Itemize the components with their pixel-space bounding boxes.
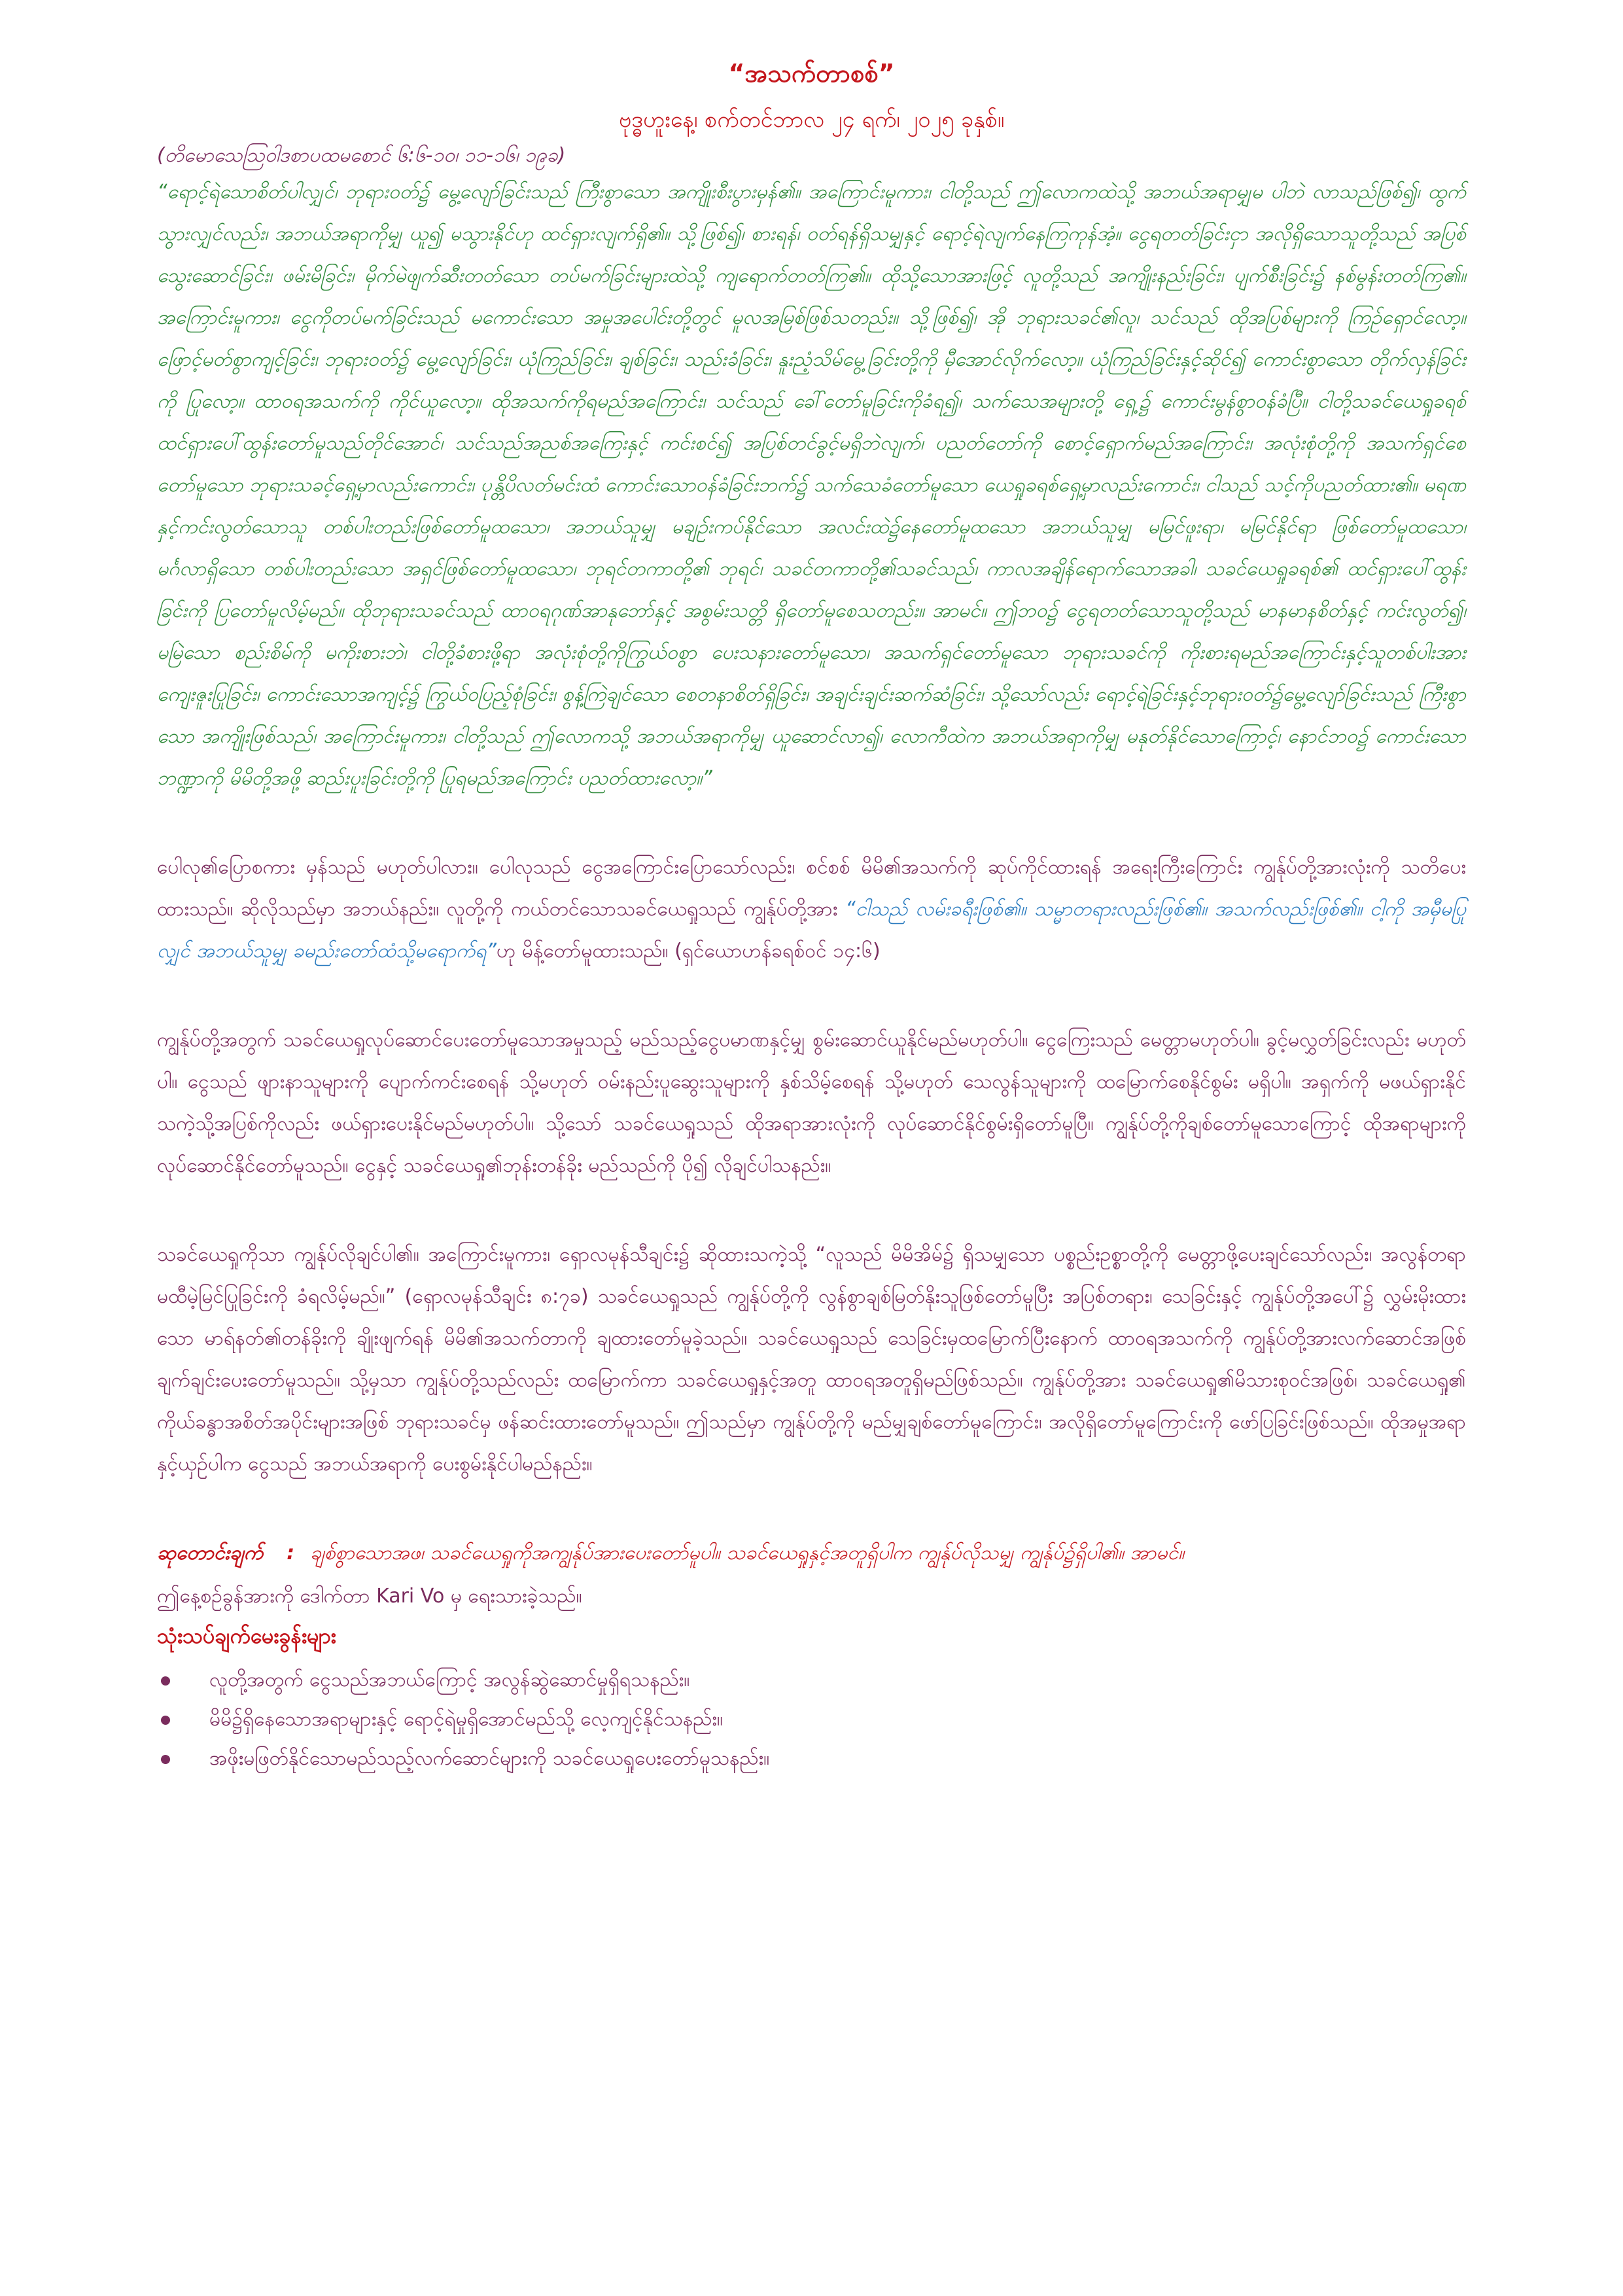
- prayer-text: ချစ်စွာသောအဖ၊ သခင်ယေရှုကိုအကျွန်ုပ်အားပေးတော်မူပါ။ သခင်ယေရှုနှင့်အတူရှိပါက ကျွန်ုပ်လိုသမျှ ကျွန်ုပ်၌ရှိပါ၏။ အာမင်။: [310, 1542, 1185, 1564]
- question-text: လူတို့အတွက် ငွေသည်အဘယ်ကြောင့် အလွန်ဆွဲဆောင်မှုရှိရသနည်း။: [209, 1669, 690, 1691]
- question-item: [157, 1700, 1466, 1739]
- body-paragraph-3: သခင်ယေရှုကိုသာ ကျွန်ုပ်လိုချင်ပါ၏။ အကြောင်းမူကား၊ ရှောလမုန်သီချင်း၌ ဆိုထားသကဲ့သို့ “လူသည် မိမိအိမ်၌ ရှိသမျှသော ပစ္စည်းဥစ္စာတို့ကို မေတ္တာဖို့ပေးချင်သော်လည်း၊ အလွန်တရာမထီမဲ့မြင်ပြုခြင်းကို ခံရလိမ့်မည်။” (ရှောလမုန်သီချင်း ၈:၇ခ) သခင်ယေရှုသည် ကျွန်ုပ်တို့ကို လွန်စွာချစ်မြတ်နိုးသူဖြစ်တော်မူပြီး အပြစ်တရား၊ သေခြင်းနှင့် ကျွန်ုပ်တို့အပေါ်၌ လွှမ်းမိုးထားသော မာရ်နတ်၏တန်ခိုးကို ချိုးဖျက်ရန် မိမိ၏အသက်တာကို ချထားတော်မူခဲ့သည်။ သခင်ယေရှုသည် သေခြင်းမှထမြောက်ပြီးနောက် ထာဝရအသက်ကို ကျွန်ုပ်တို့အားလက်ဆောင်အဖြစ် ချက်ချင်းပေးတော်မူသည်။ သို့မှသာ ကျွန်ုပ်တို့သည်လည်း ထမြောက်ကာ သခင်ယေရှုနှင့်အတူ ထာဝရအတူရှိမည်ဖြစ်သည်။ ကျွန်ုပ်တို့အား သခင်ယေရှု၏မိသားစုဝင်အဖြစ်၊ သခင်ယေရှု၏ ကိုယ်ခန္ဓာအစိတ်အပိုင်းများအဖြစ် ဘုရားသခင်မှ ဖန်ဆင်းထားတော်မူသည်။ ဤသည်မှာ ကျွန်ုပ်တို့ကို မည်မျှချစ်တော်မူကြောင်း၊ အလိုရှိတော်မူကြောင်းကို ဖော်ပြခြင်းဖြစ်သည်။ ထိုအမှုအရာနှင့်ယှဉ်ပါက ငွေသည် အဘယ်အရာကို ပေးစွမ်းနိုင်ပါမည်နည်း။: [157, 1243, 1466, 1475]
- paragraph-1-citation: ဟု မိန့်တော်မူထားသည်။ (ရှင်ယောဟန်ခရစ်ဝင် ၁၄:၆): [496, 940, 881, 963]
- bullet-icon: [161, 1716, 170, 1725]
- prayer-colon: :: [287, 1542, 295, 1564]
- question-text: အဖိုးမဖြတ်နိုင်သောမည်သည့်လက်ဆောင်များကို သခင်ယေရှုပေးတော်မူသနည်း။: [209, 1747, 770, 1770]
- body-paragraph-2: ကျွန်ုပ်တို့အတွက် သခင်ယေရှုလုပ်ဆောင်ပေးတော်မူသောအမှုသည့် မည်သည့်ငွေပမာဏနှင့်မျှ စွမ်းဆောင်ယူနိုင်မည်မဟုတ်ပါ။ ငွေကြေးသည် မေတ္တာမဟုတ်ပါ။ ခွင့်မလွှတ်ခြင်းလည်း မဟုတ်ပါ။ ငွေသည် ဖျားနာသူများကို ပျောက်ကင်းစေရန် သို့မဟုတ် ဝမ်းနည်းပူဆွေးသူများကို နှစ်သိမ့်စေရန် သို့မဟုတ် သေလွန်သူများကို ထမြောက်စေနိုင်စွမ်း မရှိပါ။ အရှက်ကို မဖယ်ရှားနိုင်သကဲ့သို့အပြစ်ကိုလည်း ဖယ်ရှားပေးနိုင်မည်မဟုတ်ပါ။ သို့သော် သခင်ယေရှုသည် ထိုအရာအားလုံးကို လုပ်ဆောင်နိုင်စွမ်းရှိတော်မူပြီ။ ကျွန်ုပ်တို့ကိုချစ်တော်မူသောကြောင့် ထိုအရာများကို လုပ်ဆောင်နိုင်တော်မူသည်။ ငွေနှင့် သခင်ယေရှု၏ဘုန်းတန်ခိုး မည်သည်ကို ပို၍ လိုချင်ပါသနည်း။: [157, 1029, 1466, 1177]
- bullet-icon: [161, 1755, 170, 1764]
- scripture-reference: (တိမောသေဩဝါဒစာပထမစောင် ၆:၆-၁၀၊ ၁၁-၁၆၊ ၁၉ခ): [157, 144, 566, 167]
- paragraph-1-text: ပေါလု၏ပြောစကား မှန်သည် မဟုတ်ပါလား။ ပေါလုသည် ငွေအကြောင်းပြောသော်လည်း၊ စင်စစ် မိမိ၏အသက်ကို ဆုပ်ကိုင်ထားရန် အရေးကြီးကြောင်း ကျွန်ုပ်တို့အားလုံးကို သတိပေးထားသည်။ ဆိုလိုသည်မှာ အဘယ်နည်း။ လူတို့ကို ကယ်တင်သောသခင်ယေရှုသည် ကျွန်ုပ်တို့အား: [157, 856, 1466, 921]
- reflection-questions-heading: သုံးသပ်ချက်မေးခွန်းများ: [157, 1623, 336, 1648]
- bullet-icon: [161, 1676, 170, 1686]
- scripture-quote: “ရောင့်ရဲသောစိတ်ပါလျှင်၊ ဘုရားဝတ်၌ မွေ့လျော်ခြင်းသည် ကြီးစွာသော အကျိုးစီးပွားမှန်၏။ အကြောင်းမူကား၊ ငါတို့သည် ဤလောကထဲသို့ အဘယ်အရာမျှမ ပါဘဲ လာသည်ဖြစ်၍၊ ထွက်သွားလျှင်လည်း၊ အဘယ်အရာကိုမျှ ယူ၍ မသွားနိုင်ဟု ထင်ရှားလျက်ရှိ၏။ သို့ဖြစ်၍၊ စားရန်၊ ဝတ်ရန်ရှိသမျှနှင့် ရောင့်ရဲလျက်နေကြကုန်အံ့။ ငွေရတတ်ခြင်းငှာ အလိုရှိသောသူတို့သည် အပြစ်သွေးဆောင်ခြင်း၊ ဖမ်းမိခြင်း၊ မိုက်မဲဖျက်ဆီးတတ်သော တပ်မက်ခြင်းများထဲသို့ ကျရောက်တတ်ကြ၏။ ထိုသို့သောအားဖြင့် လူတို့သည် အကျိုးနည်းခြင်း၊ ပျက်စီးခြင်း၌ နစ်မွန်းတတ်ကြ၏။ အကြောင်းမူကား၊ ငွေကိုတပ်မက်ခြင်းသည် မကောင်းသော အမှုအပေါင်းတို့တွင် မူလအမြစ်ဖြစ်သတည်း။ သို့ဖြစ်၍၊ အို ဘုရားသခင်၏လူ၊ သင်သည် ထိုအပြစ်များကို ကြဉ်ရှောင်လော့။ ဖြောင့်မတ်စွာကျင့်ခြင်း၊ ဘုရားဝတ်၌ မွေ့လျော်ခြင်း၊ ယုံကြည်ခြင်း၊ ချစ်ခြင်း၊ သည်းခံခြင်း၊ နူးညံ့သိမ်မွေ့ခြင်းတို့ကို မှီအောင်လိုက်လော့။ ယုံကြည်ခြင်းနှင့်ဆိုင်၍ ကောင်းစွာသော တိုက်လှန်ခြင်းကို ပြုလော့။ ထာဝရအသက်ကို ကိုင်ယူလော့။ ထိုအသက်ကိုရမည်အကြောင်း၊ သင်သည် ခေါ်တော်မူခြင်းကိုခံရ၍၊ သက်သေအများတို့ ရှေ့၌ ကောင်းမွန်စွာဝန်ခံပြီ။ ငါတို့သခင်ယေရှုခရစ် ထင်ရှားပေါ်ထွန်းတော်မူသည်တိုင်အောင်၊ သင်သည်အညစ်အကြေးနှင့် ကင်းစင်၍ အပြစ်တင်ခွင့်မရှိဘဲလျက်၊ ပညတ်တော်ကို စောင့်ရှောက်မည်အကြောင်း၊ အလုံးစုံတို့ကို အသက်ရှင်စေတော်မူသော ဘုရားသခင့်ရှေ့မှာလည်းကောင်း၊ ပုန္တိပိလတ်မင်းထံ ကောင်းသောဝန်ခံခြင်းဘက်၌ သက်သေခံတော်မူသော ယေရှုခရစ်ရှေ့မှာလည်းကောင်း၊ ငါသည် သင့်ကိုပညတ်ထား၏။ မရဏနှင့်ကင်းလွတ်သောသူ တစ်ပါးတည်းဖြစ်တော်မူထသော၊ အဘယ်သူမျှ မချဉ်းကပ်နိုင်သော အလင်းထဲ၌နေတော်မူထသော အဘယ်သူမျှ မမြင်ဖူးရာ၊ မမြင်နိုင်ရာ ဖြစ်တော်မူထသော၊ မင်္ဂလာရှိသော တစ်ပါးတည်းသော အရှင်ဖြစ်တော်မူထသော၊ ဘုရင်တကာတို့၏ ဘုရင်၊ သခင်တကာတို့၏သခင်သည်၊ ကာလအချိန်ရောက်သောအခါ၊ သခင်ယေရှုခရစ်၏ ထင်ရှားပေါ်ထွန်းခြင်းကို ပြတော်မူလိမ့်မည်။ ထိုဘုရားသခင်သည် ထာဝရဂုဏ်အာနုဘော်နှင့် အစွမ်းသတ္တိ ရှိတော်မူစေသတည်း။ အာမင်။ ဤဘဝ၌ ငွေရတတ်သောသူတို့သည် မာနမာနစိတ်နှင့် ကင်းလွတ်၍၊ မမြဲသော စည်းစိမ်ကို မကိုးစားဘဲ၊ ငါတို့ခံစားဖို့ရာ အလုံးစုံတို့ကိုကြွယ်ဝစွာ ပေးသနားတော်မူသော၊ အသက်ရှင်တော်မူသော ဘုရားသခင်ကို ကိုးစားရမည်အကြောင်းနှင့်သူတစ်ပါးအားကျေးဇူးပြုခြင်း၊ ကောင်းသောအကျင့်၌ ကြွယ်ဝပြည့်စုံခြင်း၊ စွန့်ကြဲချင်သော စေတနာစိတ်ရှိခြင်း၊ အချင်းချင်းဆက်ဆံခြင်း၊ သို့သော်လည်း ရောင့်ရဲခြင်းနှင့်ဘုရားဝတ်၌မွေ့လျော်ခြင်းသည် ကြီးစွာသော အကျိုးဖြစ်သည်၊ အကြောင်းမူကား၊ ငါတို့သည် ဤလောကသို့ အဘယ်အရာကိုမျှ ယူဆောင်လာ၍၊ လောကီထဲက အဘယ်အရာကိုမျှ မနုတ်နိုင်သောကြောင့်၊ နောင်ဘဝ၌ ကောင်းသောဘဏ္ဍာကို မိမိတို့အဖို့ ဆည်းပူးခြင်းတို့ကို ပြုရမည်အကြောင်း ပညတ်ထားလော့။”: [157, 181, 1466, 790]
- quoted-verse: “ငါသည် လမ်းခရီးဖြစ်၏။ သမ္မာတရားလည်းဖြစ်၏။ အသက်လည်းဖြစ်၏။ ငါ့ကို အမှီမပြုလျှင် အဘယ်သူမျှ ခမည်းတော်ထံသို့မရောက်ရ”: [157, 898, 1466, 963]
- body-paragraph-1: [157, 847, 1466, 972]
- devotion-title: “အသက်တာစစ်”: [728, 59, 895, 88]
- prayer-section: [157, 1532, 1466, 1574]
- prayer-label: ဆုတောင်းချက်: [157, 1542, 264, 1564]
- question-text: မိမိ၌ရှိနေသောအရာများနှင့် ရောင့်ရဲမှုရှိအောင်မည်သို့ လေ့ကျင့်နိုင်သနည်း။: [209, 1708, 723, 1731]
- question-item: [157, 1739, 1466, 1778]
- author-line: ဤနေ့စဉ်ခွန်အားကို ဒေါက်တာ Kari Vo မှ ရေးသားခဲ့သည်။: [157, 1585, 582, 1608]
- devotion-date: ဗုဒ္ဓဟူးနေ့၊ စက်တင်ဘာလ ၂၄ ရက်၊ ၂၀၂၅ ခုနှစ်။: [618, 107, 1005, 133]
- reflection-questions-list: [157, 1661, 1466, 1778]
- question-item: [157, 1661, 1466, 1700]
